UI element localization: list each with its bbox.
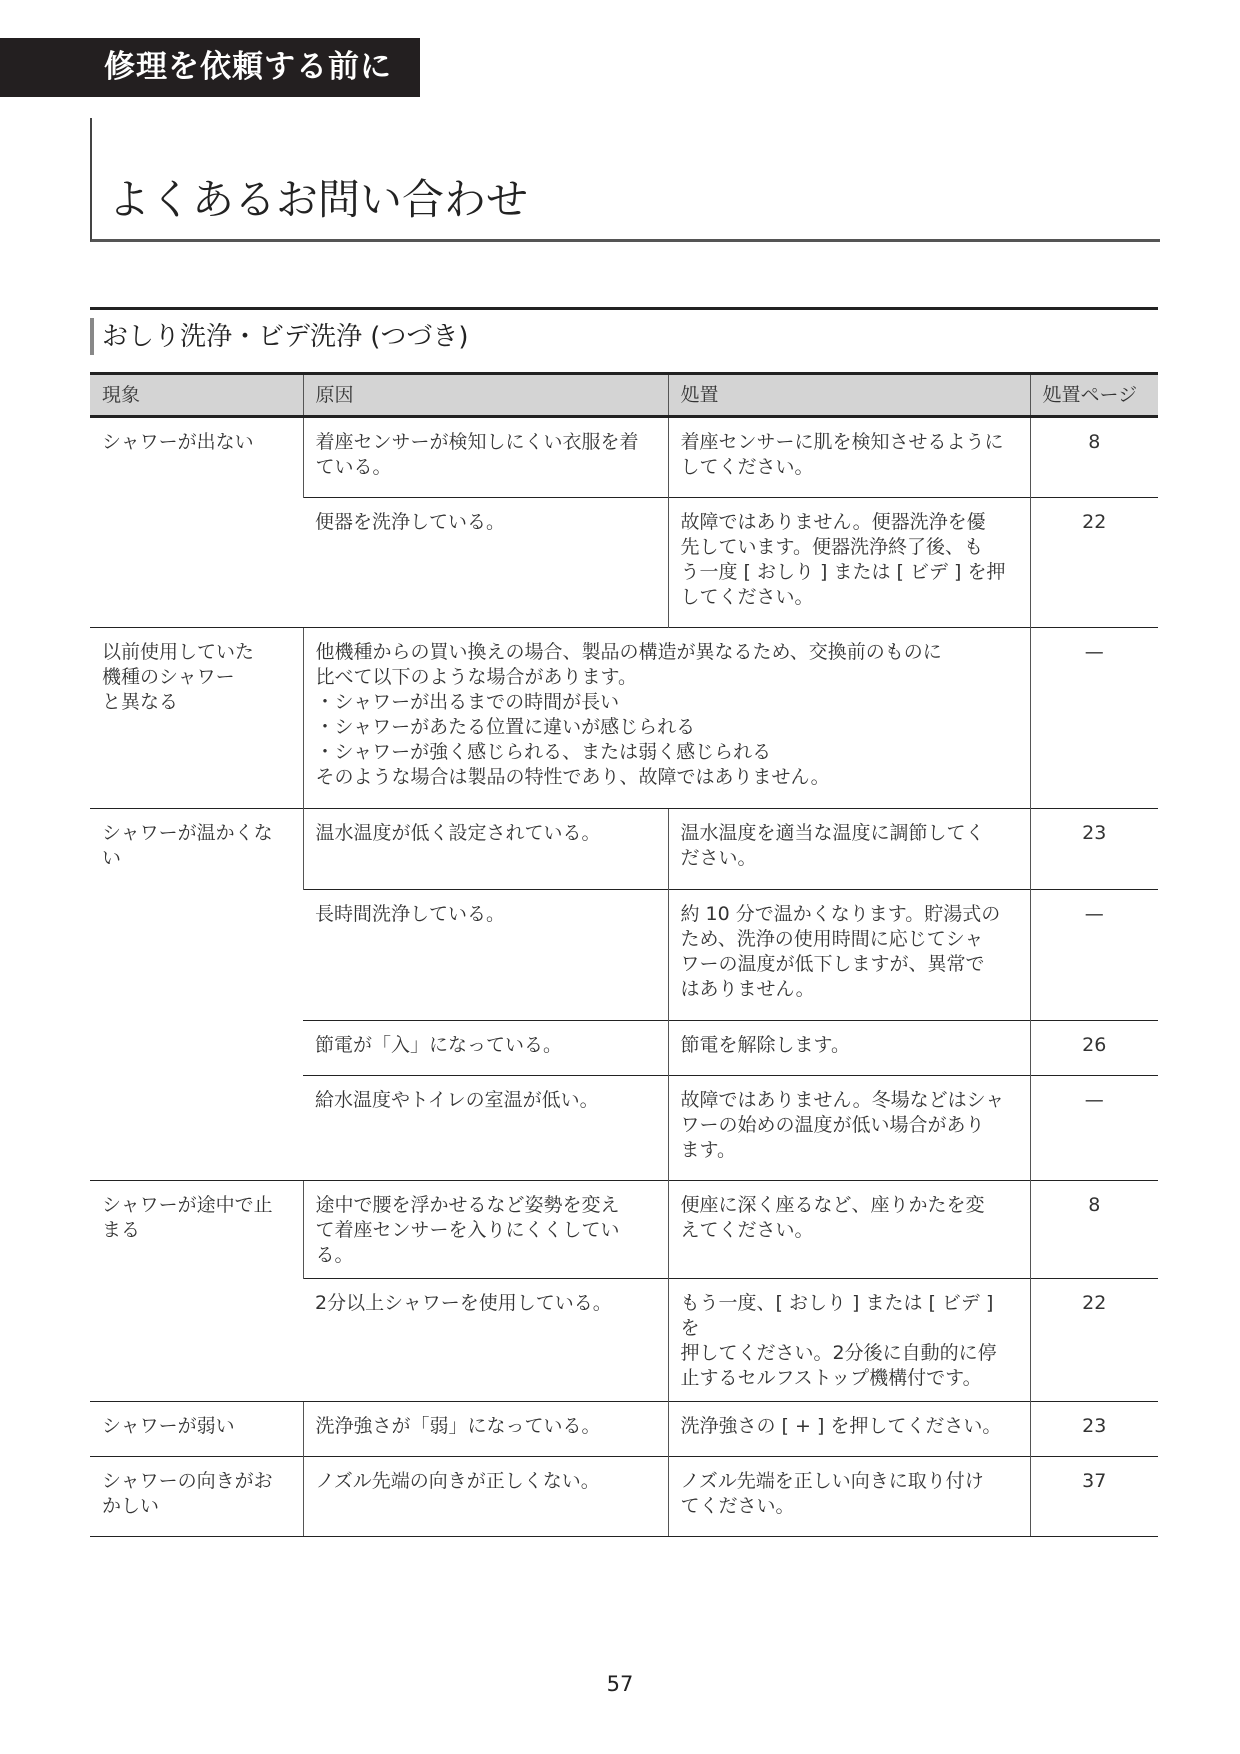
cause-cell-text: 着座センサーが検知しにくい衣服を着 ている。 [315,431,639,478]
page-ref-cell [1030,809,1158,890]
page-ref-cell [1030,1076,1158,1181]
cause-cell-text: 給水温度やトイレの室温が低い。 [315,1089,599,1111]
action-cell [668,1279,1030,1402]
action-cell-text: 節電を解除します。 [680,1034,850,1056]
table-row [90,809,1158,890]
cause-cell-text: 途中で腰を浮かせるなど姿勢を変え て着座センサーを入りにくくしている。 [315,1194,620,1266]
page-heading [90,118,1160,242]
page-ref-cell-text: 23 [1082,822,1107,844]
header-symptom: 現象 [90,374,303,417]
header-action: 処置 [668,374,1030,417]
symptom-cell [90,809,303,1181]
cause-cell-text: 2分以上シャワーを使用している。 [315,1292,612,1314]
cause-action-cell [303,628,1030,809]
action-cell [668,1457,1030,1537]
cause-cell-text: 温水温度が低く設定されている。 [315,822,601,844]
action-cell [668,1402,1030,1457]
table-row [90,1402,1158,1457]
header-page: 処置ページ [1030,374,1158,417]
cause-cell-text: 長時間洗浄している。 [315,903,506,925]
cause-cell-text: 洗浄強さが「弱」になっている。 [315,1415,601,1437]
symptom-cell [90,628,303,809]
page-ref-cell [1030,1402,1158,1457]
symptom-cell-text: シャワーが弱い [102,1415,235,1437]
symptom-cell [90,1181,303,1402]
table-row [90,628,1158,809]
action-cell-text: 温水温度を適当な温度に調節してく ださい。 [680,822,985,869]
action-cell [668,417,1030,498]
page-ref-cell-text: — [1084,641,1104,663]
cause-cell-text: 節電が「入」になっている。 [315,1034,563,1056]
cause-cell [303,809,668,890]
symptom-cell-text: シャワーが温かくな い [102,822,273,869]
symptom-cell-text: シャワーが途中で止 まる [102,1194,273,1241]
section-title: おしり洗浄・ビデ洗浄 (つづき) [102,322,469,352]
page-title: よくあるお問い合わせ [108,175,529,224]
action-cell [668,498,1030,628]
page-ref-cell [1030,498,1158,628]
cause-cell [303,498,668,628]
cause-cell [303,1181,668,1279]
action-cell-text: 洗浄強さの [ + ] を押してください。 [680,1415,1002,1437]
page-ref-cell-text: 22 [1082,1292,1107,1314]
action-cell-text: もう一度、[ おしり ] または [ ビデ ] を 押してください。2分後に自動的に停 止するセルフストップ機構付です。 [680,1292,997,1389]
page-ref-cell-text: 22 [1082,511,1107,533]
action-cell-text: 約 10 分で温かくなります。貯湯式の ため、洗浄の使用時間に応じてシャ ワーの温度が低下しますが、異常で はありません。 [680,903,1001,1000]
action-cell-text: 便座に深く座るなど、座りかたを変 えてください。 [680,1194,985,1241]
page-ref-cell-text: 37 [1082,1470,1107,1492]
cause-cell [303,1457,668,1537]
cause-cell [303,1279,668,1402]
symptom-cell-text: 以前使用していた 機種のシャワー と異なる [102,641,255,713]
action-cell [668,809,1030,890]
cause-cell-text: 便器を洗浄している。 [315,511,506,533]
action-cell [668,1021,1030,1076]
page-ref-cell-text: 8 [1088,431,1101,453]
section-marker [90,318,94,355]
header-cause: 原因 [303,374,668,417]
page-ref-cell [1030,1021,1158,1076]
cause-cell [303,1402,668,1457]
cause-action-cell-text: 他機種からの買い換えの場合、製品の構造が異なるため、交換前のものに 比べて以下のような場合があります。 ・シャワーが出るまでの時間が長い ・シャワーがあたる位置に違いが感じられる ・シャワーが強く感じられる、または弱く感じられる そのような場合は製品の特性であり、故障ではありません。 [315,641,942,788]
table-row [90,1181,1158,1279]
page-ref-cell [1030,1279,1158,1402]
table-header [90,374,1158,417]
page-ref-cell [1030,628,1158,809]
action-cell [668,1076,1030,1181]
cause-cell [303,1076,668,1181]
table-row [90,417,1158,498]
section-heading [90,307,1158,352]
page-number: 57 [606,1672,634,1696]
page-ref-cell [1030,890,1158,1021]
cause-cell [303,417,668,498]
symptom-cell [90,1402,303,1457]
faq-table [90,372,1158,1537]
page-ref-cell-text: — [1084,903,1104,925]
action-cell-text: 着座センサーに肌を検知させるように してください。 [680,431,1004,478]
action-cell-text: 故障ではありません。便器洗浄を優 先しています。便器洗浄終了後、も う一度 [ おしり ] または [ ビデ ] を押 してください。 [680,511,1006,608]
cause-cell [303,890,668,1021]
action-cell-text: ノズル先端を正しい向きに取り付け てください。 [680,1470,984,1517]
page-ref-cell-text: 23 [1082,1415,1107,1437]
page-ref-cell [1030,417,1158,498]
chapter-banner: 修理を依頼する前に [0,38,420,97]
page-ref-cell-text: 26 [1082,1034,1107,1056]
symptom-cell [90,1457,303,1537]
page-ref-cell-text: 8 [1088,1194,1101,1216]
action-cell [668,1181,1030,1279]
cause-cell-text: ノズル先端の向きが正しくない。 [315,1470,600,1492]
page-ref-cell [1030,1181,1158,1279]
symptom-cell [90,417,303,628]
symptom-cell-text: シャワーが出ない [102,431,254,453]
action-cell [668,890,1030,1021]
page-ref-cell [1030,1457,1158,1537]
symptom-cell-text: シャワーの向きがお かしい [102,1470,273,1517]
cause-cell [303,1021,668,1076]
table-row [90,1457,1158,1537]
page-ref-cell-text: — [1084,1089,1104,1111]
action-cell-text: 故障ではありません。冬場などはシャ ワーの始めの温度が低い場合があり ます。 [680,1089,1005,1161]
